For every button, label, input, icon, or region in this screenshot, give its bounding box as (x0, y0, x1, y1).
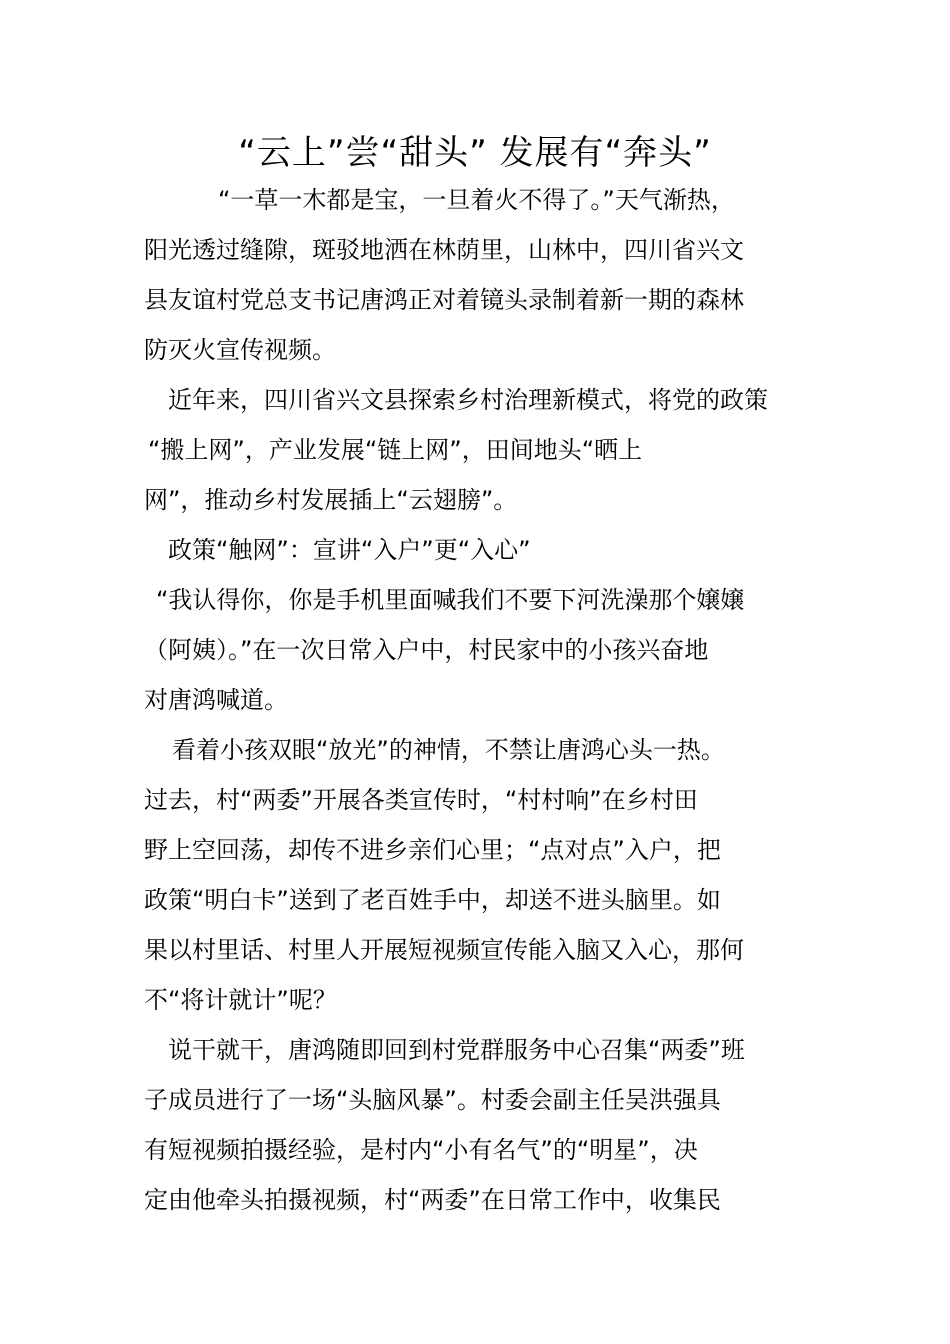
text-line-16: 果以村里话、村里人开展短视频宣传能入脑又入心，那何 (144, 936, 744, 964)
text-line-6: “搬上网”，产业发展“链上网”，田间地头“晒上 (148, 436, 643, 464)
text-line-12: 看着小孩双眼“放光”的神情，不禁让唐鸿心头一热。 (172, 736, 725, 764)
text-line-17: 不“将计就计”呢？ (144, 986, 337, 1014)
text-line-5: 近年来，四川省兴文县探索乡村治理新模式，将党的政策 (168, 386, 768, 414)
text-line-3: 县友谊村党总支书记唐鸿正对着镜头录制着新一期的森林 (144, 286, 744, 314)
text-line-18: 说干就干，唐鸿随即回到村党群服务中心召集“两委”班 (168, 1036, 745, 1064)
text-line-7: 网”，推动乡村发展插上“云翅膀”。 (144, 486, 518, 514)
section-heading: 政策“触网”：宣讲“入户”更“入心” (168, 536, 531, 564)
text-line-14: 野上空回荡，却传不进乡亲们心里；“点对点”入户，把 (144, 836, 721, 864)
text-line-2: 阳光透过缝隙，斑驳地洒在林荫里，山林中，四川省兴文 (144, 236, 744, 264)
text-line-4: 防灭火宣传视频。 (144, 336, 336, 364)
text-line-15: 政策“明白卡”送到了老百姓手中，却送不进头脑里。如 (144, 886, 721, 914)
text-line-9: “我认得你，你是手机里面喊我们不要下河洗澡那个嬢嬢 (156, 586, 745, 614)
text-line-13: 过去，村“两委”开展各类宣传时，“村村响”在乡村田 (144, 786, 698, 814)
article-title: “云上”尝“甜头” 发展有“奔头” (238, 133, 712, 173)
text-line-11: 对唐鸿喊道。 (144, 686, 288, 714)
text-line-19: 子成员进行了一场“头脑风暴”。村委会副主任吴洪强具 (144, 1086, 721, 1114)
text-line-20: 有短视频拍摄经验，是村内“小有名气”的“明星”，决 (144, 1136, 698, 1164)
text-line-21: 定由他牵头拍摄视频，村“两委”在日常工作中，收集民 (144, 1186, 721, 1214)
text-line-1: “一草一木都是宝，一旦着火不得了。”天气渐热， (218, 186, 735, 214)
text-line-10: （阿姨）。”在一次日常入户中，村民家中的小孩兴奋地 (144, 636, 709, 664)
